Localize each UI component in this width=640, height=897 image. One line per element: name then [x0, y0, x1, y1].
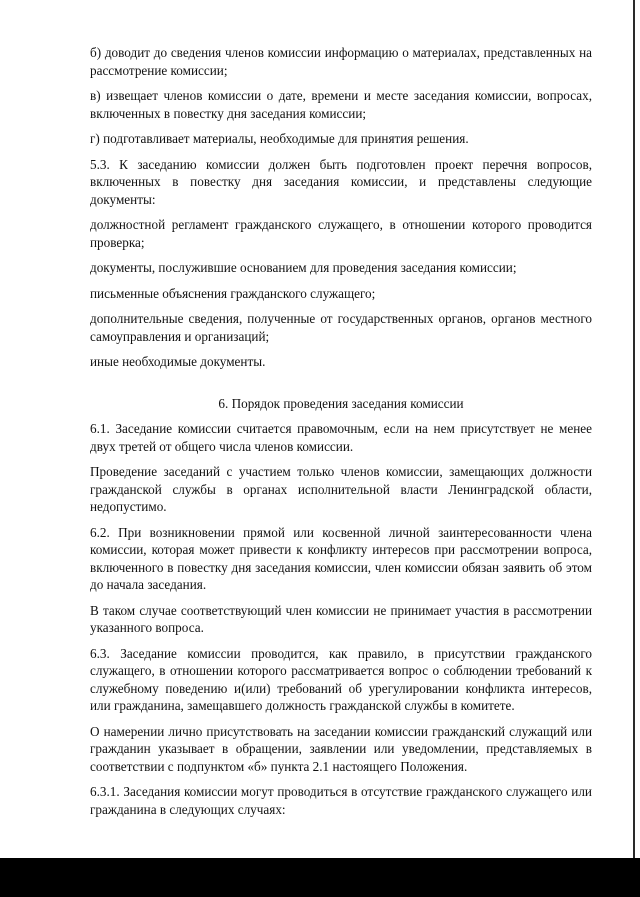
list-item-other-documents: иные необходимые документы. — [90, 354, 266, 369]
list-item-job-regulation: должностной регламент гражданского служащего, в отношении которого проводится проверка; — [90, 217, 592, 250]
paragraph-6-1-restriction: Проведение заседаний с участием только членов комиссии, замещающих должности гражданской службы в органах исполнительной власти Ленинградской области, недопустимо. — [90, 464, 592, 514]
paragraph-6-2-consequence: В таком случае соответствующий член комиссии не принимает участия в рассмотрении указанного вопроса. — [90, 602, 592, 635]
section-heading: 6. Порядок проведения заседания комиссии — [218, 395, 464, 411]
paragraph-6-3: 6.3. Заседание комиссии проводится, как правило, в присутствии гражданского служащего, в отношении которого рассматривается вопрос о соблюдении требований к служебному поведению и(или) требований об урегулировании конфликта интересов, или гражданина, замещавшего должность гражданской службы в комитете. — [90, 645, 592, 713]
list-item-written-explanations: письменные объяснения гражданского служащего; — [90, 285, 376, 301]
paragraph-6-3-intention: О намерении лично присутствовать на заседании комиссии гражданский служащий или гражданин указывает в обращении, заявлении или уведомлении, представляемых в соответствии с подпунктом «б» пункта 2.1 настоящего Положения. — [90, 723, 592, 774]
paragraph-6-3-1: 6.3.1. Заседания комиссии могут проводиться в отсутствие гражданского служащего или гражданина в следующих случаях: — [90, 784, 592, 817]
paragraph-6-1: 6.1. Заседание комиссии считается правомочным, если на нем присутствует не менее двух третей от общего числа членов комиссии. — [90, 421, 592, 454]
document-body — [90, 44, 592, 826]
paragraph-b-informs-members: б) доводит до сведения членов комиссии информацию о материалах, представленных на рассмотрение комиссии; — [90, 45, 592, 78]
scan-edge-line — [633, 0, 635, 858]
list-item-additional-info: дополнительные сведения, полученные от государственных органов, органов местного самоуправления и организаций; — [90, 311, 592, 344]
paragraph-v-notifies-members: в) извещает членов комиссии о дате, времени и месте заседания комиссии, вопросах, включенных в повестку дня заседания комиссии; — [90, 88, 592, 121]
paragraph-5-3: 5.3. К заседанию комиссии должен быть подготовлен проект перечня вопросов, включенных в повестку дня заседания комиссии, и представлены следующие документы: — [90, 156, 592, 207]
paragraph-6-2: 6.2. При возникновении прямой или косвенной личной заинтересованности члена комиссии, которая может привести к конфликту интересов при рассмотрении вопроса, включенного в повестку дня заседания комиссии, член комиссии обязан заявить об этом до начала заседания. — [90, 524, 592, 592]
list-item-grounds-documents: документы, послужившие основанием для проведения заседания комиссии; — [90, 260, 517, 275]
paragraph-g-prepares-materials: г) подготавливает материалы, необходимые для принятия решения. — [90, 131, 469, 146]
scan-bottom-bar — [0, 858, 640, 897]
